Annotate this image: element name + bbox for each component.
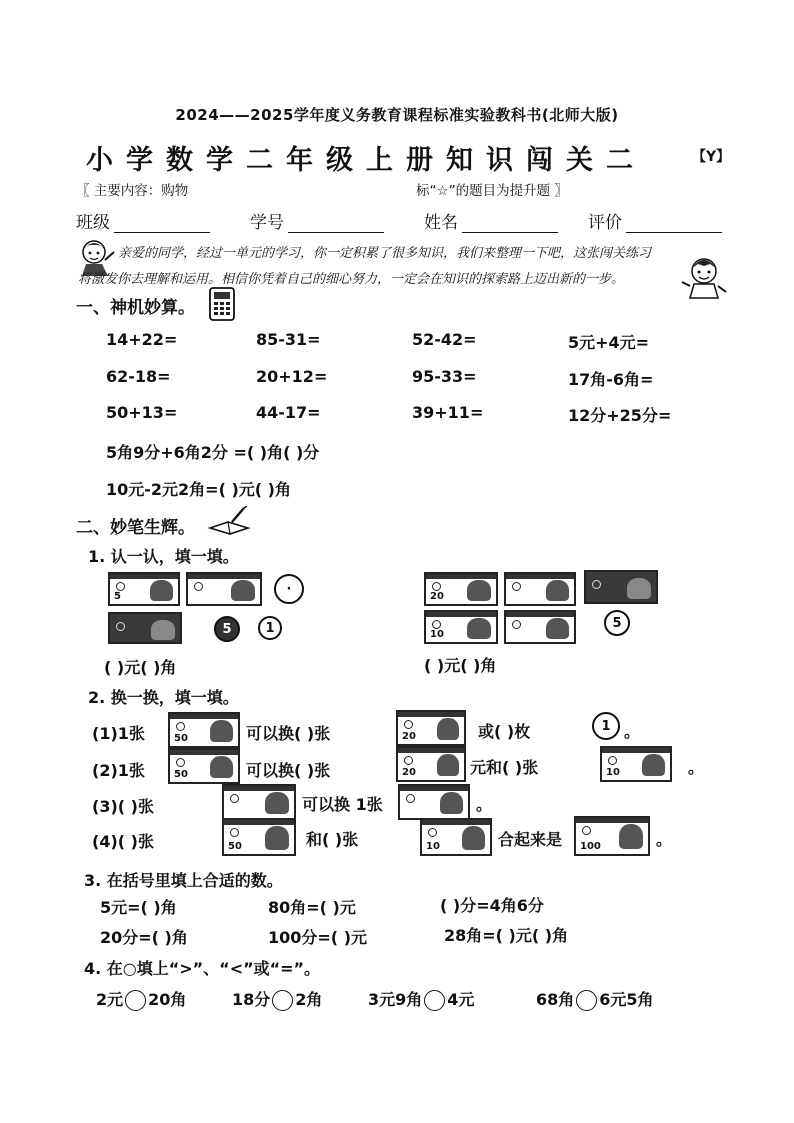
q1-answer-right[interactable]: ( )元( )角 [424, 656, 497, 675]
book-pen-icon [206, 506, 252, 536]
calc-r3-c2: 44-17= [256, 403, 321, 422]
name-label: 姓名 [424, 213, 458, 233]
banknote-20-yuan-q2-2 [396, 746, 466, 782]
q2-line2-d: 。 [688, 758, 705, 777]
q4-item-4 [536, 987, 654, 1011]
header-subtitle: 2024——2025学年度义务教育课程标准实验教科书(北师大版) [175, 106, 619, 124]
student-id-field[interactable] [250, 208, 384, 233]
calc-r3-c3: 39+11= [412, 403, 484, 422]
banknote-denomination: 50 [174, 769, 188, 780]
q3-r1-c1[interactable]: 5元=( )角 [100, 898, 177, 917]
grade-blank[interactable] [626, 215, 722, 233]
banknote-10-yuan [424, 610, 498, 644]
banknote-denomination: 10 [426, 841, 440, 852]
banknote-denomination: 20 [430, 591, 444, 602]
student-id-label: 学号 [250, 213, 284, 233]
q2-line4-b[interactable]: 和( )张 [306, 830, 359, 849]
q4-item-4-right: 6元5角 [599, 990, 654, 1009]
calc-r2-c1: 62-18= [106, 367, 171, 386]
calc-r1-c4: 5元+4元= [568, 333, 650, 352]
q2-line1-b[interactable]: 可以换( )张 [246, 724, 331, 743]
calc-r1-c1: 14+22= [106, 330, 178, 349]
coin-1-jiao: 1 [258, 616, 282, 640]
banknote-10-yuan-q2-4 [420, 818, 492, 856]
student-id-blank[interactable] [288, 215, 384, 233]
compare-circle-4[interactable] [576, 990, 597, 1011]
q3-r1-c2[interactable]: 80角=( )元 [268, 898, 356, 917]
q4-item-2-right: 2角 [295, 990, 323, 1009]
q4-title: 4. 在○填上“>”、“<”或“=”。 [84, 959, 321, 978]
title-tag: 【Y】 [692, 149, 731, 165]
banknote-denomination: 10 [430, 629, 444, 640]
banknote-denomination: 20 [402, 731, 416, 742]
section2-heading: 二、妙笔生辉。 [76, 518, 195, 538]
compare-circle-3[interactable] [424, 990, 445, 1011]
grade-label: 评价 [588, 213, 622, 233]
q4-item-2-left: 18分 [232, 990, 271, 1009]
banknote-10-yuan-q2 [600, 746, 672, 782]
q2-line1-d: 。 [624, 722, 641, 741]
q4-item-1-right: 20角 [148, 990, 187, 1009]
compare-circle-1[interactable] [125, 990, 146, 1011]
banknote-50-yuan-2 [168, 748, 240, 784]
q3-r1-c3[interactable]: ( )分=4角6分 [440, 896, 544, 915]
calc-r2-c2: 20+12= [256, 367, 328, 386]
calc-r1-c2: 85-31= [256, 330, 321, 349]
q2-line4-d: 。 [656, 830, 673, 849]
q1-title: 1. 认一认，填一填。 [88, 547, 239, 566]
q2-line4-a[interactable]: (4)( )张 [92, 832, 154, 851]
calc-r3-c4: 12分+25分= [568, 406, 672, 425]
q4-item-3-left: 3元9角 [368, 990, 423, 1009]
q3-r2-c3[interactable]: 28角=( )元( )角 [444, 926, 569, 945]
boy-mascot-icon [680, 256, 728, 300]
calc-r1-c3: 52-42= [412, 330, 477, 349]
q2-line2-b[interactable]: 可以换( )张 [246, 761, 331, 780]
q4-item-4-left: 68角 [536, 990, 575, 1009]
q3-r2-c1[interactable]: 20分=( )角 [100, 928, 188, 947]
calc-extra-1: 5角9分+6角2分 =( )角( )分 [106, 443, 320, 462]
banknote-dark-jiao [108, 612, 182, 644]
scope-right: 标“☆”的题目为提升题 〗 [416, 183, 568, 199]
calc-r2-c3: 95-33= [412, 367, 477, 386]
intro-line-1: 亲爱的同学，经过一单元的学习，你一定积累了很多知识，我们来整理一下吧，这张闯关练习 [118, 246, 652, 261]
q2-line1-a: (1)1张 [92, 724, 145, 743]
calc-extra-2: 10元-2元2角=( )元( )角 [106, 480, 291, 499]
banknote-100-yuan [574, 816, 650, 856]
coin-5-jiao-right: 5 [604, 610, 630, 636]
banknote-denomination: 20 [402, 767, 416, 778]
banknote-2-jiao [504, 610, 576, 644]
name-field[interactable] [424, 208, 558, 233]
q4-item-2 [232, 987, 322, 1011]
banknote-5-yuan-q2 [222, 784, 296, 820]
banknote-5-yuan [108, 572, 180, 606]
banknote-denomination: 50 [228, 841, 242, 852]
q2-line3-a[interactable]: (3)( )张 [92, 797, 154, 816]
banknote-denomination: 100 [580, 841, 601, 852]
q4-item-3 [368, 987, 474, 1011]
intro-line-2: 将激发你去理解和运用。相信你凭着自己的细心努力，一定会在知识的探索路上迈出新的一步。 [78, 272, 625, 287]
q2-line3-b: 可以换 1张 [302, 795, 383, 814]
q2-line4-c: 合起来是 [498, 830, 563, 849]
page-title: 小学数学二年级上册知识闯关二 [86, 145, 646, 176]
q2-title: 2. 换一换，填一填。 [88, 688, 239, 707]
grade-field[interactable] [588, 208, 722, 233]
coin-1-yuan-q2 [592, 712, 620, 740]
name-blank[interactable] [462, 215, 558, 233]
banknote-denomination: 5 [114, 591, 121, 602]
coin-5-jiao: 5 [214, 616, 240, 642]
coin-denomination: 1 [601, 718, 611, 734]
q1-answer-left[interactable]: ( )元( )角 [104, 658, 177, 677]
class-blank[interactable] [114, 215, 210, 233]
banknote-1-yuan [504, 572, 576, 606]
banknote-dark-note [584, 570, 658, 604]
banknote-jiao [186, 572, 262, 606]
class-field[interactable] [76, 208, 210, 233]
banknote-denomination: 50 [174, 733, 188, 744]
q2-line2-a: (2)1张 [92, 761, 145, 780]
q3-r2-c2[interactable]: 100分=( )元 [268, 928, 368, 947]
class-label: 班级 [76, 213, 110, 233]
compare-circle-2[interactable] [272, 990, 293, 1011]
calc-r3-c1: 50+13= [106, 403, 178, 422]
calc-r2-c4: 17角-6角= [568, 370, 654, 389]
q2-line3-c: 。 [476, 795, 493, 814]
q4-item-1-left: 2元 [96, 990, 124, 1009]
banknote-20-yuan-q2 [396, 710, 466, 746]
calculator-icon [208, 286, 236, 322]
banknote-1-yuan-q2 [398, 784, 470, 820]
q3-title: 3. 在括号里填上合适的数。 [84, 871, 283, 890]
banknote-50-yuan-q2-4 [222, 818, 296, 856]
banknote-20-yuan [424, 572, 498, 606]
scope-left: 〖 主要内容：购物 [76, 183, 189, 199]
banknote-50-yuan [168, 712, 240, 748]
q4-item-1 [96, 987, 186, 1011]
banknote-denomination: 10 [606, 767, 620, 778]
q2-line2-c[interactable]: 元和( )张 [470, 758, 539, 777]
coin-yuan: · [274, 574, 304, 604]
q2-line1-c[interactable]: 或( )枚 [478, 722, 531, 741]
section1-heading: 一、神机妙算。 [76, 298, 195, 318]
q4-item-3-right: 4元 [447, 990, 475, 1009]
